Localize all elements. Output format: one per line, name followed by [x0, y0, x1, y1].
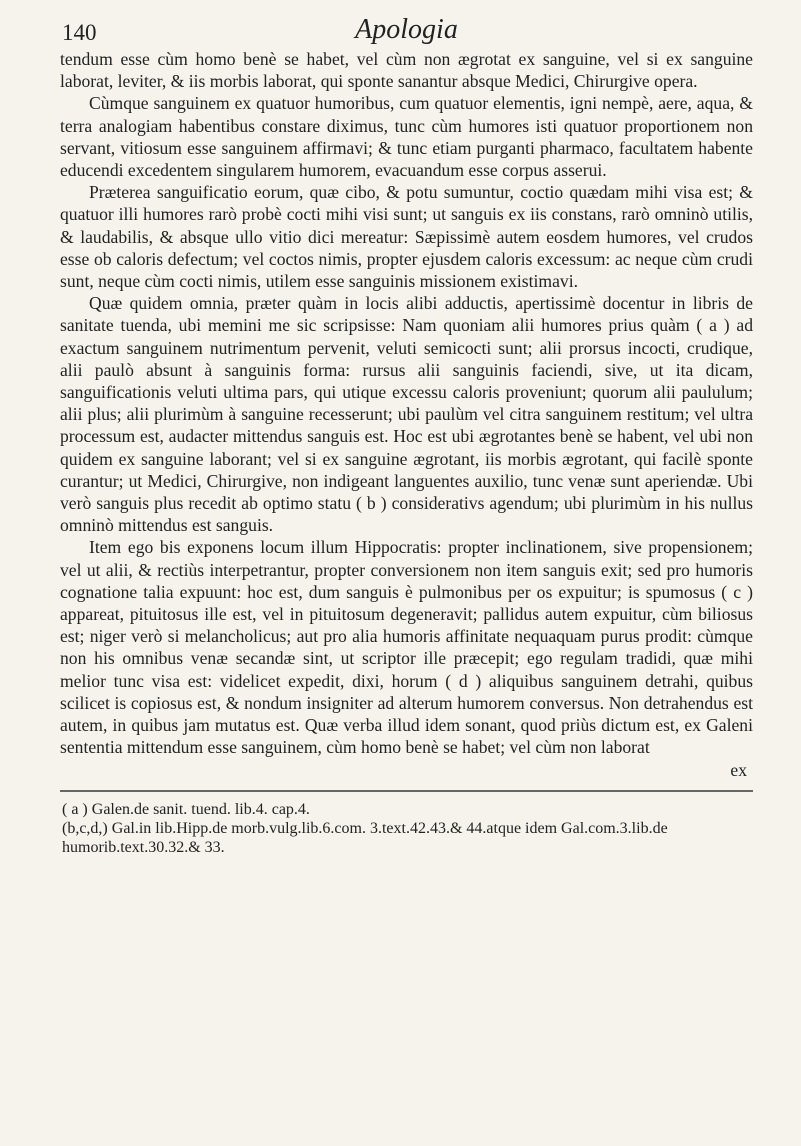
page-header: [60, 14, 753, 48]
running-title: Apologia: [355, 14, 458, 45]
footnote-divider: [60, 790, 753, 792]
footnote: ( a ) Galen.de sanit. tuend. lib.4. cap.4.: [62, 800, 310, 818]
footnote: (b,c,d,) Gal.in lib.Hipp.de morb.vulg.lib.6.com. 3.text.42.43.& 44.atque idem Gal.com.3.lib.de humorib.text.30.32.& 33.: [62, 819, 668, 856]
paragraph: tendum esse cùm homo benè se habet, vel cùm non ægrotat ex sanguine, vel si ex sanguine laborat, leviter, & iis morbis laborat, qui sponte sanantur absque Medici, Chirurgive opera.: [60, 49, 753, 92]
main-text: [60, 48, 753, 759]
paragraph: Cùmque sanguinem ex quatuor humoribus, cum quatuor elementis, igni nempè, aere, aqua, & terra analogiam habentibus constare diximus, tunc cùm humores isti quatuor proportionem non servant, vitiosum esse sanguinem affirmavi; & tunc etiam purganti pharmaco, facultatem habente educendi excedentem singularem humorem, evacuandum esse corpus asserui.: [60, 93, 753, 181]
catchword: ex: [730, 759, 747, 780]
paragraph: Item ego bis exponens locum illum Hippocratis: propter inclinationem, sive propensionem; vel ut alii, & rectiùs interpetrantur, propter conversionem non item sanguis exit; sed pro humoris cognatione talia expuunt: hoc est, dum sanguis è pulmonibus per os expuitur; is spumosus ( c ) appareat, pituitosus ille est, vel in pituitosum degeneravit; pallidus autem expuitur, cùm biliosus est; niger verò si melancholicus; aut pro alia humoris affinitate nequaquam purus prodit: cùmque non his omnibus venæ secandæ sint, ut scriptor ille præcepit; ego regulam tradidi, quæ mihi melior tunc visa est: videlicet expedit, dixi, horum ( d ) aliquibus sanguinem detrahi, quibus scilicet is copiosus est, & nondum insigniter ad alterum humorem conversus. Non detrahendus est autem, in quibus jam mutatus est. Quæ verba illud idem sonant, quod priùs dictum est, ex Galeni sententia mittendum esse sanguinem, cùm homo benè se habet; vel cùm non laborat: [60, 537, 753, 758]
footnotes: [60, 800, 753, 857]
paragraph: Quæ quidem omnia, præter quàm in locis alibi adductis, apertissimè docentur in libris de sanitate tuenda, ubi memini me sic scripsisse: Nam quoniam alii humores prius quàm ( a ) ad exactum sanguinem nutrimentum pervenit, veluti semicocti sunt; alii prorsus incocti, crudique, alii paulò absunt à sanguinis forma: rursus alii sanguinis faciendi, sive, ut ita dicam, sanguificationis veluti ultima pars, qui utique excessu caloris proveniunt; quorum alii paululum; alii plus; alii plurimùm à sanguine recesserunt; ubi paulùm vel citra sanguinem restitum; vel ultra processum est, audacter mittendus sanguis est. Hoc est ubi ægrotantes benè se habent, vel ubi non quidem ex sanguine laborant; vel si ex sanguine ægrotant, iis morbis ægrotant, qui facilè sponte curantur; ut Medici, Chirurgive, non indigeant languentes auxilio, tunc venæ sunt aperiendæ. Ubi verò sanguis plus recedit ab optimo statu ( b ) considerativs agendum; ubi plurimùm in his nullus omninò mittendus est sanguis.: [60, 293, 753, 536]
paragraph: Præterea sanguificatio eorum, quæ cibo, & potu sumuntur, coctio quædam mihi visa est; & quatuor illi humores rarò probè cocti mihi visi sunt; ut sanguis ex iis constans, rarò omninò utilis, & laudabilis, & absque ullo vitio dici mereatur: Sæpissimè autem eosdem humores, vel crudos esse ob caloris defectum; vel coctos nimis, propter ejusdem caloris excessum: ac neque cùm crudi sunt, neque cùm cocti nimis, utilem esse sanguinis missionem existimavi.: [60, 182, 753, 292]
page-number: 140: [62, 20, 97, 45]
